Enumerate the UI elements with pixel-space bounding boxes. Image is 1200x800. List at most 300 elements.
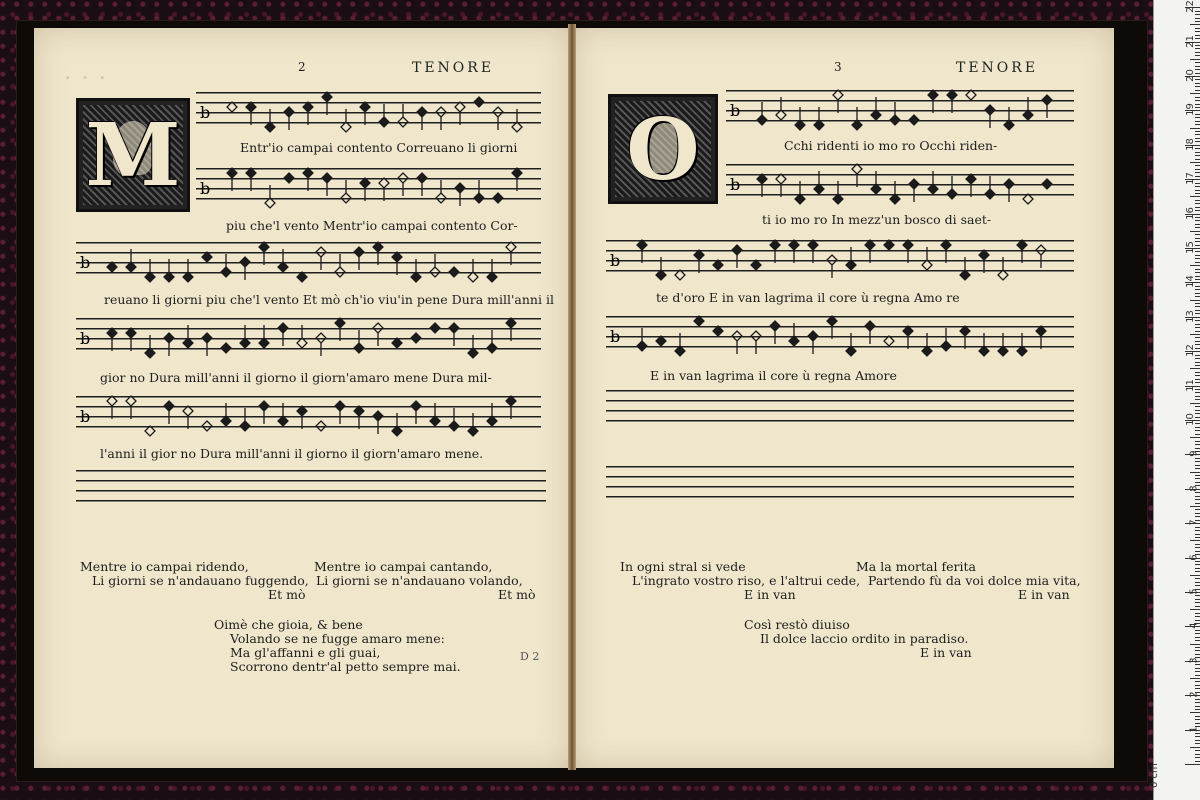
note-head [436, 107, 446, 117]
note-head [322, 92, 332, 102]
note-head [436, 193, 446, 203]
verse-stanza-2: Oimè che gioia, & bene Volando se ne fugge amaro mene: Ma gl'affanni e gli guai, Scorrono dentr'al petto sempre mai. [214, 617, 461, 674]
staff-notation [196, 92, 541, 132]
note-head [246, 168, 256, 178]
ruler-tick [1195, 434, 1200, 435]
clef-mark: b [80, 253, 91, 272]
note-head [656, 270, 666, 280]
ruler-tick [1195, 654, 1200, 655]
ruler-tick [1195, 461, 1200, 462]
note-head [360, 178, 370, 188]
music-staff [76, 396, 541, 436]
note-head [998, 346, 1008, 356]
ruler-tick [1195, 392, 1200, 393]
ruler-tick [1195, 468, 1200, 469]
note-head [808, 240, 818, 250]
ruler-tick [1195, 238, 1200, 239]
ruler-tick [1195, 52, 1200, 53]
measurement-ruler [1149, 0, 1200, 800]
note-head [455, 183, 465, 193]
ruler-tick [1195, 750, 1200, 751]
ruler-tick [1195, 681, 1200, 682]
note-head [126, 262, 136, 272]
ruler-tick [1195, 396, 1200, 397]
ruler-tick [1195, 595, 1200, 596]
ruler-tick [1195, 516, 1200, 517]
ruler-tick [1195, 31, 1200, 32]
note-head [1004, 179, 1014, 189]
note-head [751, 331, 761, 341]
ruler-tick [1195, 527, 1200, 528]
note-head [732, 245, 742, 255]
note-head [846, 346, 856, 356]
ruler-tick [1195, 169, 1200, 170]
ruler-tick [1195, 716, 1200, 717]
note-head [713, 260, 723, 270]
ruler-tick [1190, 437, 1200, 438]
right-page-header: TENORE [956, 60, 1039, 76]
note-head [903, 326, 913, 336]
ruler-tick [1195, 306, 1200, 307]
woodcut-initial-m [76, 98, 190, 212]
note-head [871, 184, 881, 194]
note-head [335, 267, 345, 277]
empty-staff [606, 466, 1074, 506]
note-head [284, 173, 294, 183]
ruler-tick [1195, 427, 1200, 428]
note-head [713, 326, 723, 336]
ruler-tick [1195, 220, 1200, 221]
note-head [865, 321, 875, 331]
note-head [979, 250, 989, 260]
note-head [354, 247, 364, 257]
note-head [221, 416, 231, 426]
note-head [183, 406, 193, 416]
note-head [1023, 110, 1033, 120]
music-staff [606, 316, 1074, 356]
ruler-tick [1190, 506, 1200, 507]
note-head [335, 401, 345, 411]
note-head [493, 193, 503, 203]
note-head [890, 115, 900, 125]
verse-column-2: Mentre io campai cantando, Li giorni se n'andauano volando, Et mò [314, 559, 536, 602]
lyric-line: Entr'io campai contento Correuano li giorni [240, 140, 518, 155]
ruler-tick [1195, 719, 1200, 720]
note-head [884, 240, 894, 250]
note-head [303, 168, 313, 178]
note-head [795, 120, 805, 130]
note-head [183, 272, 193, 282]
ruler-tick [1195, 709, 1200, 710]
ruler-tick [1190, 678, 1200, 679]
ruler-tick [1195, 754, 1200, 755]
ruler-tick [1195, 688, 1200, 689]
ruler-tick [1195, 203, 1200, 204]
ruler-tick [1195, 599, 1200, 600]
note-head [751, 260, 761, 270]
ruler-tick [1190, 93, 1200, 94]
note-head [903, 240, 913, 250]
ruler-tick [1195, 475, 1200, 476]
ruler-label: 11 [1185, 378, 1197, 392]
note-head [979, 346, 989, 356]
note-head [284, 107, 294, 117]
note-head [430, 416, 440, 426]
ruler-tick [1195, 155, 1200, 156]
note-head [757, 174, 767, 184]
note-head [373, 323, 383, 333]
note-head [833, 194, 843, 204]
ruler-tick [1195, 509, 1200, 510]
ruler-tick [1195, 492, 1200, 493]
ruler-tick [1195, 90, 1200, 91]
ruler-tick [1195, 706, 1200, 707]
bleed-through-text: · · · [64, 64, 108, 92]
note-head [411, 333, 421, 343]
ruler-tick [1195, 165, 1200, 166]
verse-column-2: Ma la mortal ferita Partendo fù da voi dolce mia vita, E in van [856, 559, 1081, 602]
ruler-tick [1195, 685, 1200, 686]
note-head [278, 262, 288, 272]
note-head [1042, 95, 1052, 105]
ruler-tick [1195, 585, 1200, 586]
note-head [985, 189, 995, 199]
note-head [506, 396, 516, 406]
note-head [398, 173, 408, 183]
note-head [164, 272, 174, 282]
clef-mark: b [80, 407, 91, 426]
empty-staff [606, 390, 1074, 430]
note-head [776, 110, 786, 120]
note-head [776, 174, 786, 184]
note-head [846, 260, 856, 270]
note-head [417, 173, 427, 183]
ruler-tick [1195, 630, 1200, 631]
ruler-tick [1190, 540, 1200, 541]
ruler-tick [1195, 227, 1200, 228]
note-head [637, 341, 647, 351]
note-head [1042, 179, 1052, 189]
clef-mark: b [200, 179, 211, 198]
ruler-tick [1195, 296, 1200, 297]
ruler-tick [1195, 293, 1200, 294]
lyric-line: te d'oro E in van lagrima il core ù regna Amo re [656, 290, 960, 305]
ruler-label: 19 [1185, 103, 1197, 117]
ruler-label: 9 [1188, 450, 1200, 458]
ruler-tick [1195, 28, 1200, 29]
ruler-tick [1190, 368, 1200, 369]
note-head [795, 194, 805, 204]
ruler-tick [1195, 675, 1200, 676]
note-head [265, 122, 275, 132]
ruler-tick [1195, 613, 1200, 614]
note-head [922, 260, 932, 270]
ruler-tick [1195, 616, 1200, 617]
clef-mark: b [730, 101, 741, 120]
woodcut-initial-o [608, 94, 718, 204]
note-head [373, 242, 383, 252]
staff-notation [606, 316, 1074, 356]
note-head [354, 343, 364, 353]
ruler-label: 3 [1188, 657, 1200, 664]
note-head [316, 333, 326, 343]
ruler-unit: 0 cm [1149, 763, 1160, 788]
note-head [354, 406, 364, 416]
verse-stanza-2-refrain: E in van [920, 645, 972, 660]
note-head [145, 348, 155, 358]
ruler-tick [1195, 331, 1200, 332]
lyric-line: reuano li giorni piu che'l vento Et mò ch'io viu'in pene Dura mill'anni il [104, 292, 554, 307]
note-head [259, 242, 269, 252]
note-head [468, 426, 478, 436]
staff-notation [726, 90, 1074, 130]
note-head [107, 396, 117, 406]
music-staff [726, 164, 1074, 204]
note-head [221, 267, 231, 277]
note-head [493, 107, 503, 117]
ruler-label: 8 [1188, 485, 1200, 492]
lyric-line: Cchi ridenti io mo ro Occhi riden- [784, 138, 998, 153]
music-staff [76, 242, 541, 282]
ruler-tick [1195, 534, 1200, 535]
note-head [474, 193, 484, 203]
ruler-tick [1195, 513, 1200, 514]
ruler-tick [1195, 668, 1200, 669]
ruler-label: 13 [1185, 309, 1197, 323]
note-head [297, 338, 307, 348]
ruler-tick [1195, 186, 1200, 187]
staff-notation [196, 168, 541, 208]
ruler-label: 14 [1185, 275, 1197, 289]
ruler-tick [1190, 265, 1200, 266]
ruler-tick [1195, 465, 1200, 466]
note-head [966, 90, 976, 100]
note-head [335, 318, 345, 328]
ruler-tick [1195, 671, 1200, 672]
ruler-tick [1195, 83, 1200, 84]
note-head [341, 193, 351, 203]
ruler-tick [1195, 358, 1200, 359]
note-head [227, 102, 237, 112]
ruler-tick [1190, 712, 1200, 713]
ruler-tick [1195, 124, 1200, 125]
note-head [675, 346, 685, 356]
ruler-tick [1195, 48, 1200, 49]
note-head [770, 240, 780, 250]
ruler-tick [1195, 637, 1200, 638]
ruler-tick [1195, 699, 1200, 700]
music-staff [606, 240, 1074, 280]
ruler-label: 2 [1188, 691, 1200, 698]
note-head [1017, 346, 1027, 356]
note-head [126, 396, 136, 406]
ruler-tick [1195, 14, 1200, 15]
ruler-tick [1195, 561, 1200, 562]
ruler-tick [1195, 743, 1200, 744]
music-staff [196, 92, 541, 132]
note-head [145, 272, 155, 282]
note-head [827, 255, 837, 265]
ruler-tick [1195, 255, 1200, 256]
note-head [998, 270, 1008, 280]
ruler-tick [1195, 568, 1200, 569]
ruler-tick [1195, 21, 1200, 22]
ruler-tick [1190, 747, 1200, 748]
verse-column-1: In ogni stral si vede L'ingrato vostro riso, e l'altrui cede, [620, 559, 861, 588]
ruler-tick [1195, 537, 1200, 538]
clef-mark: b [610, 327, 621, 346]
note-head [240, 421, 250, 431]
ruler-tick [1185, 764, 1200, 765]
ruler-tick [1195, 571, 1200, 572]
note-head [265, 198, 275, 208]
ruler-label: 15 [1185, 241, 1197, 254]
note-head [852, 164, 862, 174]
note-head [316, 247, 326, 257]
ruler-tick [1195, 337, 1200, 338]
note-head [827, 316, 837, 326]
ruler-tick [1195, 365, 1200, 366]
staff-notation [76, 318, 541, 358]
verse-stanza-2: Così restò diuiso Il dolce laccio ordito in paradiso. [744, 617, 969, 646]
ruler-tick [1195, 362, 1200, 363]
ruler-label: 22 [1185, 0, 1197, 14]
ruler-tick [1190, 231, 1200, 232]
note-head [202, 252, 212, 262]
note-head [246, 102, 256, 112]
note-head [297, 406, 307, 416]
note-head [909, 115, 919, 125]
note-head [487, 416, 497, 426]
ruler-tick [1195, 372, 1200, 373]
note-head [468, 272, 478, 282]
note-head [1017, 240, 1027, 250]
note-head [303, 102, 313, 112]
note-head [789, 240, 799, 250]
ruler-tick [1195, 134, 1200, 135]
note-head [430, 323, 440, 333]
ruler-label: 16 [1185, 206, 1197, 220]
staff-notation [606, 240, 1074, 280]
note-head [656, 336, 666, 346]
ruler-tick [1195, 341, 1200, 342]
ruler-tick [1195, 200, 1200, 201]
note-head [512, 168, 522, 178]
note-head [379, 178, 389, 188]
note-head [928, 184, 938, 194]
note-head [468, 348, 478, 358]
note-head [808, 331, 818, 341]
note-head [694, 250, 704, 260]
note-head [789, 336, 799, 346]
book-gutter [568, 24, 576, 770]
ruler-tick [1195, 224, 1200, 225]
ruler-tick [1195, 499, 1200, 500]
ruler-label: 1 [1188, 725, 1200, 733]
staff-notation [76, 396, 541, 436]
ruler-tick [1195, 303, 1200, 304]
note-head [865, 240, 875, 250]
ruler-tick [1195, 159, 1200, 160]
note-head [833, 90, 843, 100]
note-head [398, 117, 408, 127]
ruler-tick [1195, 375, 1200, 376]
ruler-tick [1195, 441, 1200, 442]
note-head [922, 346, 932, 356]
note-head [297, 272, 307, 282]
clef-mark: b [200, 103, 211, 122]
empty-staff [76, 470, 546, 510]
note-head [240, 257, 250, 267]
ruler-tick [1195, 551, 1200, 552]
lyric-line: piu che'l vento Mentr'io campai contento Cor- [226, 218, 518, 233]
note-head [202, 333, 212, 343]
ruler-label: 18 [1185, 137, 1197, 151]
note-head [449, 323, 459, 333]
ruler-label: 4 [1188, 622, 1200, 630]
ruler-tick [1195, 66, 1200, 67]
note-head [240, 338, 250, 348]
ruler-tick [1195, 530, 1200, 531]
ruler-tick [1195, 733, 1200, 734]
ruler-tick [1195, 190, 1200, 191]
note-head [487, 343, 497, 353]
ruler-tick [1195, 564, 1200, 565]
note-head [694, 316, 704, 326]
ruler-label: 21 [1185, 34, 1197, 48]
note-head [890, 194, 900, 204]
ruler-tick [1195, 444, 1200, 445]
note-head [506, 318, 516, 328]
note-head [145, 426, 155, 436]
note-head [183, 338, 193, 348]
ruler-tick [1195, 100, 1200, 101]
ruler-tick [1195, 430, 1200, 431]
ruler-tick [1195, 757, 1200, 758]
ruler-label: 20 [1185, 69, 1197, 82]
ruler-tick [1195, 234, 1200, 235]
note-head [814, 120, 824, 130]
ruler-tick [1195, 740, 1200, 741]
ruler-tick [1195, 289, 1200, 290]
note-head [259, 338, 269, 348]
verse-column-1: Mentre io campai ridendo, Li giorni se n'andauano fuggendo, Et mò [80, 559, 309, 602]
note-head [411, 272, 421, 282]
ruler-tick [1190, 575, 1200, 576]
note-head [487, 272, 497, 282]
initial-letter: O [626, 99, 700, 199]
ruler-tick [1195, 640, 1200, 641]
note-head [278, 323, 288, 333]
lyric-line: gior no Dura mill'anni il giorno il giorn'amaro mene Dura mil- [100, 370, 492, 385]
ruler-tick [1195, 496, 1200, 497]
ruler-tick [1190, 472, 1200, 473]
note-head [871, 110, 881, 120]
note-head [1036, 326, 1046, 336]
ruler-label: 5 [1188, 588, 1200, 595]
ruler-tick [1190, 162, 1200, 163]
ruler-tick [1195, 503, 1200, 504]
ruler-tick [1195, 458, 1200, 459]
ruler-tick [1190, 196, 1200, 197]
note-head [316, 421, 326, 431]
ruler-tick [1195, 327, 1200, 328]
note-head [164, 333, 174, 343]
ruler-tick [1195, 664, 1200, 665]
ruler-tick [1195, 544, 1200, 545]
ruler-tick [1195, 620, 1200, 621]
note-head [411, 401, 421, 411]
